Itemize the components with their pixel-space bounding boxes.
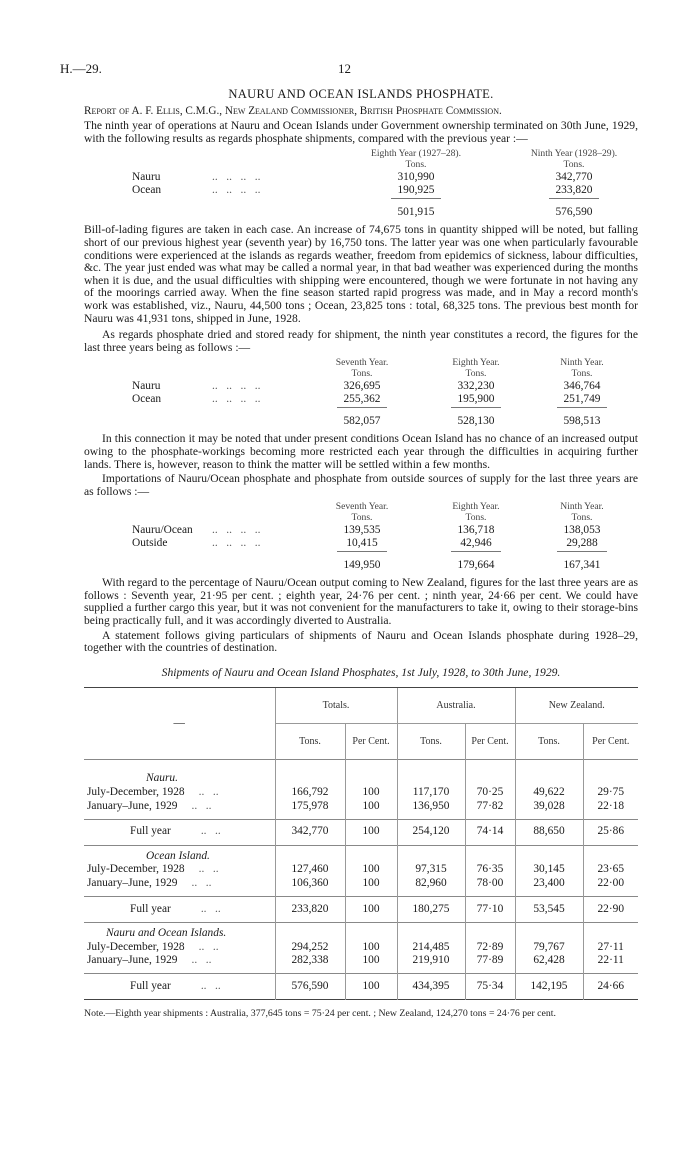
group-header: New Zealand. (515, 688, 638, 724)
dot-leader: .. .. (191, 954, 212, 967)
cell-value: 100 (345, 954, 397, 968)
cell-value: 166,792 (275, 786, 345, 800)
shipments-table (84, 687, 638, 1001)
cell-value: 100 (345, 863, 397, 877)
table-note: Note.—Eighth year shipments : Australia, 377,645 tons = 75·24 per cent. ; New Zealand, 124,270 tons = 24·76 per cent. (84, 1007, 556, 1019)
dot-leader: .. .. .. .. (212, 537, 261, 550)
cell-value: 88,650 (515, 819, 583, 845)
paragraph-7: A statement follows giving particulars of shipments of Nauru and Ocean Islands phosphate during 1928–29, together with the countries of destination. (84, 628, 638, 655)
cell-value: 190,925 (397, 184, 435, 197)
group-header: Australia. (397, 688, 515, 724)
dot-leader: .. .. (191, 876, 212, 889)
cell-value: 310,990 (397, 171, 435, 184)
row-label: January–June, 1929 (87, 954, 178, 967)
cell-value: 72·89 (465, 941, 515, 955)
paragraph-6: With regard to the percentage of Nauru/Ocean output coming to New Zealand, figures for the last three years are as follows : Seventh year, 21·95 per cent. ; eighth year, 24·76 per cent. ; ninth year, 24·66 per cent. We could have supplied a further cargo this year, but it was not convenient for the manufacturers to take it, owing to their storage-bins being practically full, and it was accordingly diverted to Australia. (84, 576, 638, 628)
cell-value: 139,535 (343, 524, 381, 537)
dot-leader: .. .. (200, 902, 221, 915)
dot-leader: .. .. (198, 863, 219, 876)
cell-value: 326,695 (343, 380, 381, 393)
cell-value: 25·86 (583, 819, 638, 845)
column-header: Ninth Year (1928–29). (530, 148, 618, 160)
cell-value: 100 (345, 786, 397, 800)
section-heading: Ocean Island. (84, 845, 275, 863)
cell-value: 434,395 (397, 974, 465, 1000)
row-label: Full year (130, 979, 171, 992)
cell-value: 100 (345, 941, 397, 955)
cell-value: 76·35 (465, 863, 515, 877)
column-header: Eighth Year (1927–28). (370, 148, 462, 160)
cell-value: 70·25 (465, 786, 515, 800)
sum-rule (557, 407, 607, 408)
cell-value: 219,910 (397, 954, 465, 968)
total-value: 582,057 (343, 415, 381, 428)
cell-value: 175,978 (275, 800, 345, 814)
table-row (84, 800, 638, 814)
column-header: Tons. (397, 724, 465, 760)
column-header: Seventh Year. (335, 501, 389, 513)
row-label: July-December, 1928 (87, 940, 185, 953)
dot-leader: .. .. (200, 825, 221, 838)
cell-value: 100 (345, 800, 397, 814)
page-number: 12 (338, 61, 351, 76)
cell-value: 342,770 (275, 819, 345, 845)
cell-value: 62,428 (515, 954, 583, 968)
cell-value: 233,820 (275, 897, 345, 923)
table-row (84, 863, 638, 877)
cell-value: 255,362 (343, 393, 381, 406)
table-row (84, 941, 638, 955)
document-ref: H.—29. (60, 61, 102, 76)
cell-value: 77·89 (465, 954, 515, 968)
cell-value: 77·82 (465, 800, 515, 814)
cell-value: 82,960 (397, 877, 465, 891)
total-value: 501,915 (397, 206, 435, 219)
total-value: 576,590 (555, 206, 593, 219)
cell-value: 294,252 (275, 941, 345, 955)
cell-value: 142,195 (515, 974, 583, 1000)
cell-value: 180,275 (397, 897, 465, 923)
dot-leader: .. .. .. .. (212, 171, 261, 184)
cell-value: 77·10 (465, 897, 515, 923)
dot-leader: .. .. .. .. (212, 380, 261, 393)
column-header: Per Cent. (345, 724, 397, 760)
cell-value: 100 (345, 877, 397, 891)
cell-value: 282,338 (275, 954, 345, 968)
paragraph-5: Importations of Nauru/Ocean phosphate and phosphate from outside sources of supply for the last three years are as follows :— (84, 472, 638, 498)
column-header: Tons. (275, 724, 345, 760)
row-label: January–June, 1929 (87, 799, 178, 812)
cell-value: 30,145 (515, 863, 583, 877)
row-label: January–June, 1929 (87, 876, 178, 889)
row-label: Nauru (132, 171, 161, 184)
sum-rule (337, 551, 387, 552)
stub-header: — (84, 688, 275, 760)
sum-rule (549, 198, 599, 199)
cell-value: 23,400 (515, 877, 583, 891)
full-year-row (84, 897, 638, 923)
unit-label: Tons. (571, 368, 593, 380)
sum-rule (391, 198, 441, 199)
table-row (84, 786, 638, 800)
row-label: Outside (132, 537, 168, 550)
paragraph-2: Bill-of-lading figures are taken in each case. An increase of 74,675 tons in quantity shipped will be noted, but falling short of our previous highest year (seventh year) by 16,750 tons. The latter year was one when particularly favourable conditions were experienced at the islands as regards weather, freedom from epidemics of sickness, labour difficulties, &c. The year just ended was what may be called a normal year, in that bad weather was experienced during the months when it is due, and the usual difficulties with shipping were encountered, though we were fortunate in not having any of the moorings carried away. When the fine season started rapid progress was made, and in May a record month's work was established, viz., Nauru, 44,500 tons ; Ocean, 23,825 tons : total, 68,325 tons. The previous best month for Nauru was 41,931 tons, shipped in June, 1928. (84, 223, 638, 325)
section-heading: Nauru. (84, 760, 275, 786)
cell-value: 29·75 (583, 786, 638, 800)
cell-value: 49,622 (515, 786, 583, 800)
dot-leader: .. .. (198, 786, 219, 799)
column-header: Eighth Year. (452, 357, 500, 369)
dot-leader: .. .. .. .. (212, 184, 261, 197)
table-caption: Shipments of Nauru and Ocean Island Phosphates, 1st July, 1928, to 30th June, 1929. (161, 665, 561, 679)
sum-rule (337, 407, 387, 408)
row-label: Full year (130, 825, 171, 838)
cell-value: 100 (345, 897, 397, 923)
column-header: Eighth Year. (452, 501, 500, 513)
cell-value: 24·66 (583, 974, 638, 1000)
cell-value: 346,764 (563, 380, 601, 393)
paragraph-4: In this connection it may be noted that under present conditions Ocean Island has no chance of an increased output owing to the phosphate-workings becoming more restricted each year through the difficulties in acquiring further lands. There is, however, reason to think the matter will be settled within a few months. (84, 432, 638, 471)
cell-value: 251,749 (563, 393, 601, 406)
sum-rule (557, 551, 607, 552)
cell-value: 136,950 (397, 800, 465, 814)
row-label: Ocean (132, 393, 162, 406)
full-year-row (84, 974, 638, 1000)
dot-leader: .. .. (198, 940, 219, 953)
paragraph-1: The ninth year of operations at Nauru and Ocean Islands under Government ownership terminated on 30th June, 1929, with the following results as regards phosphate shipments, compared with the previous year :— (84, 119, 638, 145)
total-value: 179,664 (457, 559, 495, 572)
cell-value: 136,718 (457, 524, 495, 537)
dot-leader: .. .. (191, 799, 212, 812)
cell-value: 22·18 (583, 800, 638, 814)
cell-value: 53,545 (515, 897, 583, 923)
table-row (84, 954, 638, 968)
column-header: Ninth Year. (560, 501, 604, 513)
table-stored-phosphate (84, 357, 638, 429)
table-row (84, 877, 638, 891)
cell-value: 39,028 (515, 800, 583, 814)
cell-value: 576,590 (275, 974, 345, 1000)
unit-label: Tons. (351, 512, 373, 524)
cell-value: 75·34 (465, 974, 515, 1000)
cell-value: 42,946 (460, 537, 492, 550)
table-importations (84, 501, 638, 573)
dot-leader: .. .. .. .. (212, 393, 261, 406)
page-body (84, 88, 638, 1020)
row-label: Nauru/Ocean (132, 524, 193, 537)
cell-value: 29,288 (566, 537, 598, 550)
cell-value: 97,315 (397, 863, 465, 877)
cell-value: 332,230 (457, 380, 495, 393)
total-value: 598,513 (563, 415, 601, 428)
cell-value: 78·00 (465, 877, 515, 891)
cell-value: 27·11 (583, 941, 638, 955)
cell-value: 100 (345, 974, 397, 1000)
row-label: Nauru (132, 380, 161, 393)
cell-value: 254,120 (397, 819, 465, 845)
total-value: 149,950 (343, 559, 381, 572)
unit-label: Tons. (405, 159, 427, 171)
section-heading: Nauru and Ocean Islands. (84, 923, 275, 941)
total-value: 528,130 (457, 415, 495, 428)
sum-rule (451, 551, 501, 552)
cell-value: 106,360 (275, 877, 345, 891)
full-year-row (84, 819, 638, 845)
cell-value: 214,485 (397, 941, 465, 955)
column-header: Per Cent. (465, 724, 515, 760)
cell-value: 10,415 (346, 537, 378, 550)
cell-value: 74·14 (465, 819, 515, 845)
unit-label: Tons. (563, 159, 585, 171)
cell-value: 127,460 (275, 863, 345, 877)
column-header: Ninth Year. (560, 357, 604, 369)
column-header: Per Cent. (583, 724, 638, 760)
cell-value: 22·11 (583, 954, 638, 968)
cell-value: 195,900 (457, 393, 495, 406)
total-value: 167,341 (563, 559, 601, 572)
table-shipments-comparison (84, 148, 638, 220)
row-label: July-December, 1928 (87, 863, 185, 876)
dot-leader: .. .. (200, 979, 221, 992)
row-label: Ocean (132, 184, 162, 197)
dot-leader: .. .. .. .. (212, 524, 261, 537)
row-label: Full year (130, 902, 171, 915)
report-byline: Report of A. F. Ellis, C.M.G., New Zealand Commissioner, British Phosphate Commission. (84, 104, 502, 117)
group-header: Totals. (275, 688, 397, 724)
cell-value: 79,767 (515, 941, 583, 955)
cell-value: 342,770 (555, 171, 593, 184)
column-header: Seventh Year. (335, 357, 389, 369)
cell-value: 100 (345, 819, 397, 845)
paragraph-3: As regards phosphate dried and stored ready for shipment, the ninth year constitutes a record, the figures for the last three years being as follows :— (84, 328, 638, 354)
unit-label: Tons. (465, 368, 487, 380)
cell-value: 23·65 (583, 863, 638, 877)
page-title: NAURU AND OCEAN ISLANDS PHOSPHATE. (228, 87, 494, 101)
cell-value: 117,170 (397, 786, 465, 800)
unit-label: Tons. (465, 512, 487, 524)
cell-value: 22·90 (583, 897, 638, 923)
sum-rule (451, 407, 501, 408)
unit-label: Tons. (571, 512, 593, 524)
column-header: Tons. (515, 724, 583, 760)
cell-value: 233,820 (555, 184, 593, 197)
unit-label: Tons. (351, 368, 373, 380)
cell-value: 138,053 (563, 524, 601, 537)
cell-value: 22·00 (583, 877, 638, 891)
row-label: July-December, 1928 (87, 786, 185, 799)
